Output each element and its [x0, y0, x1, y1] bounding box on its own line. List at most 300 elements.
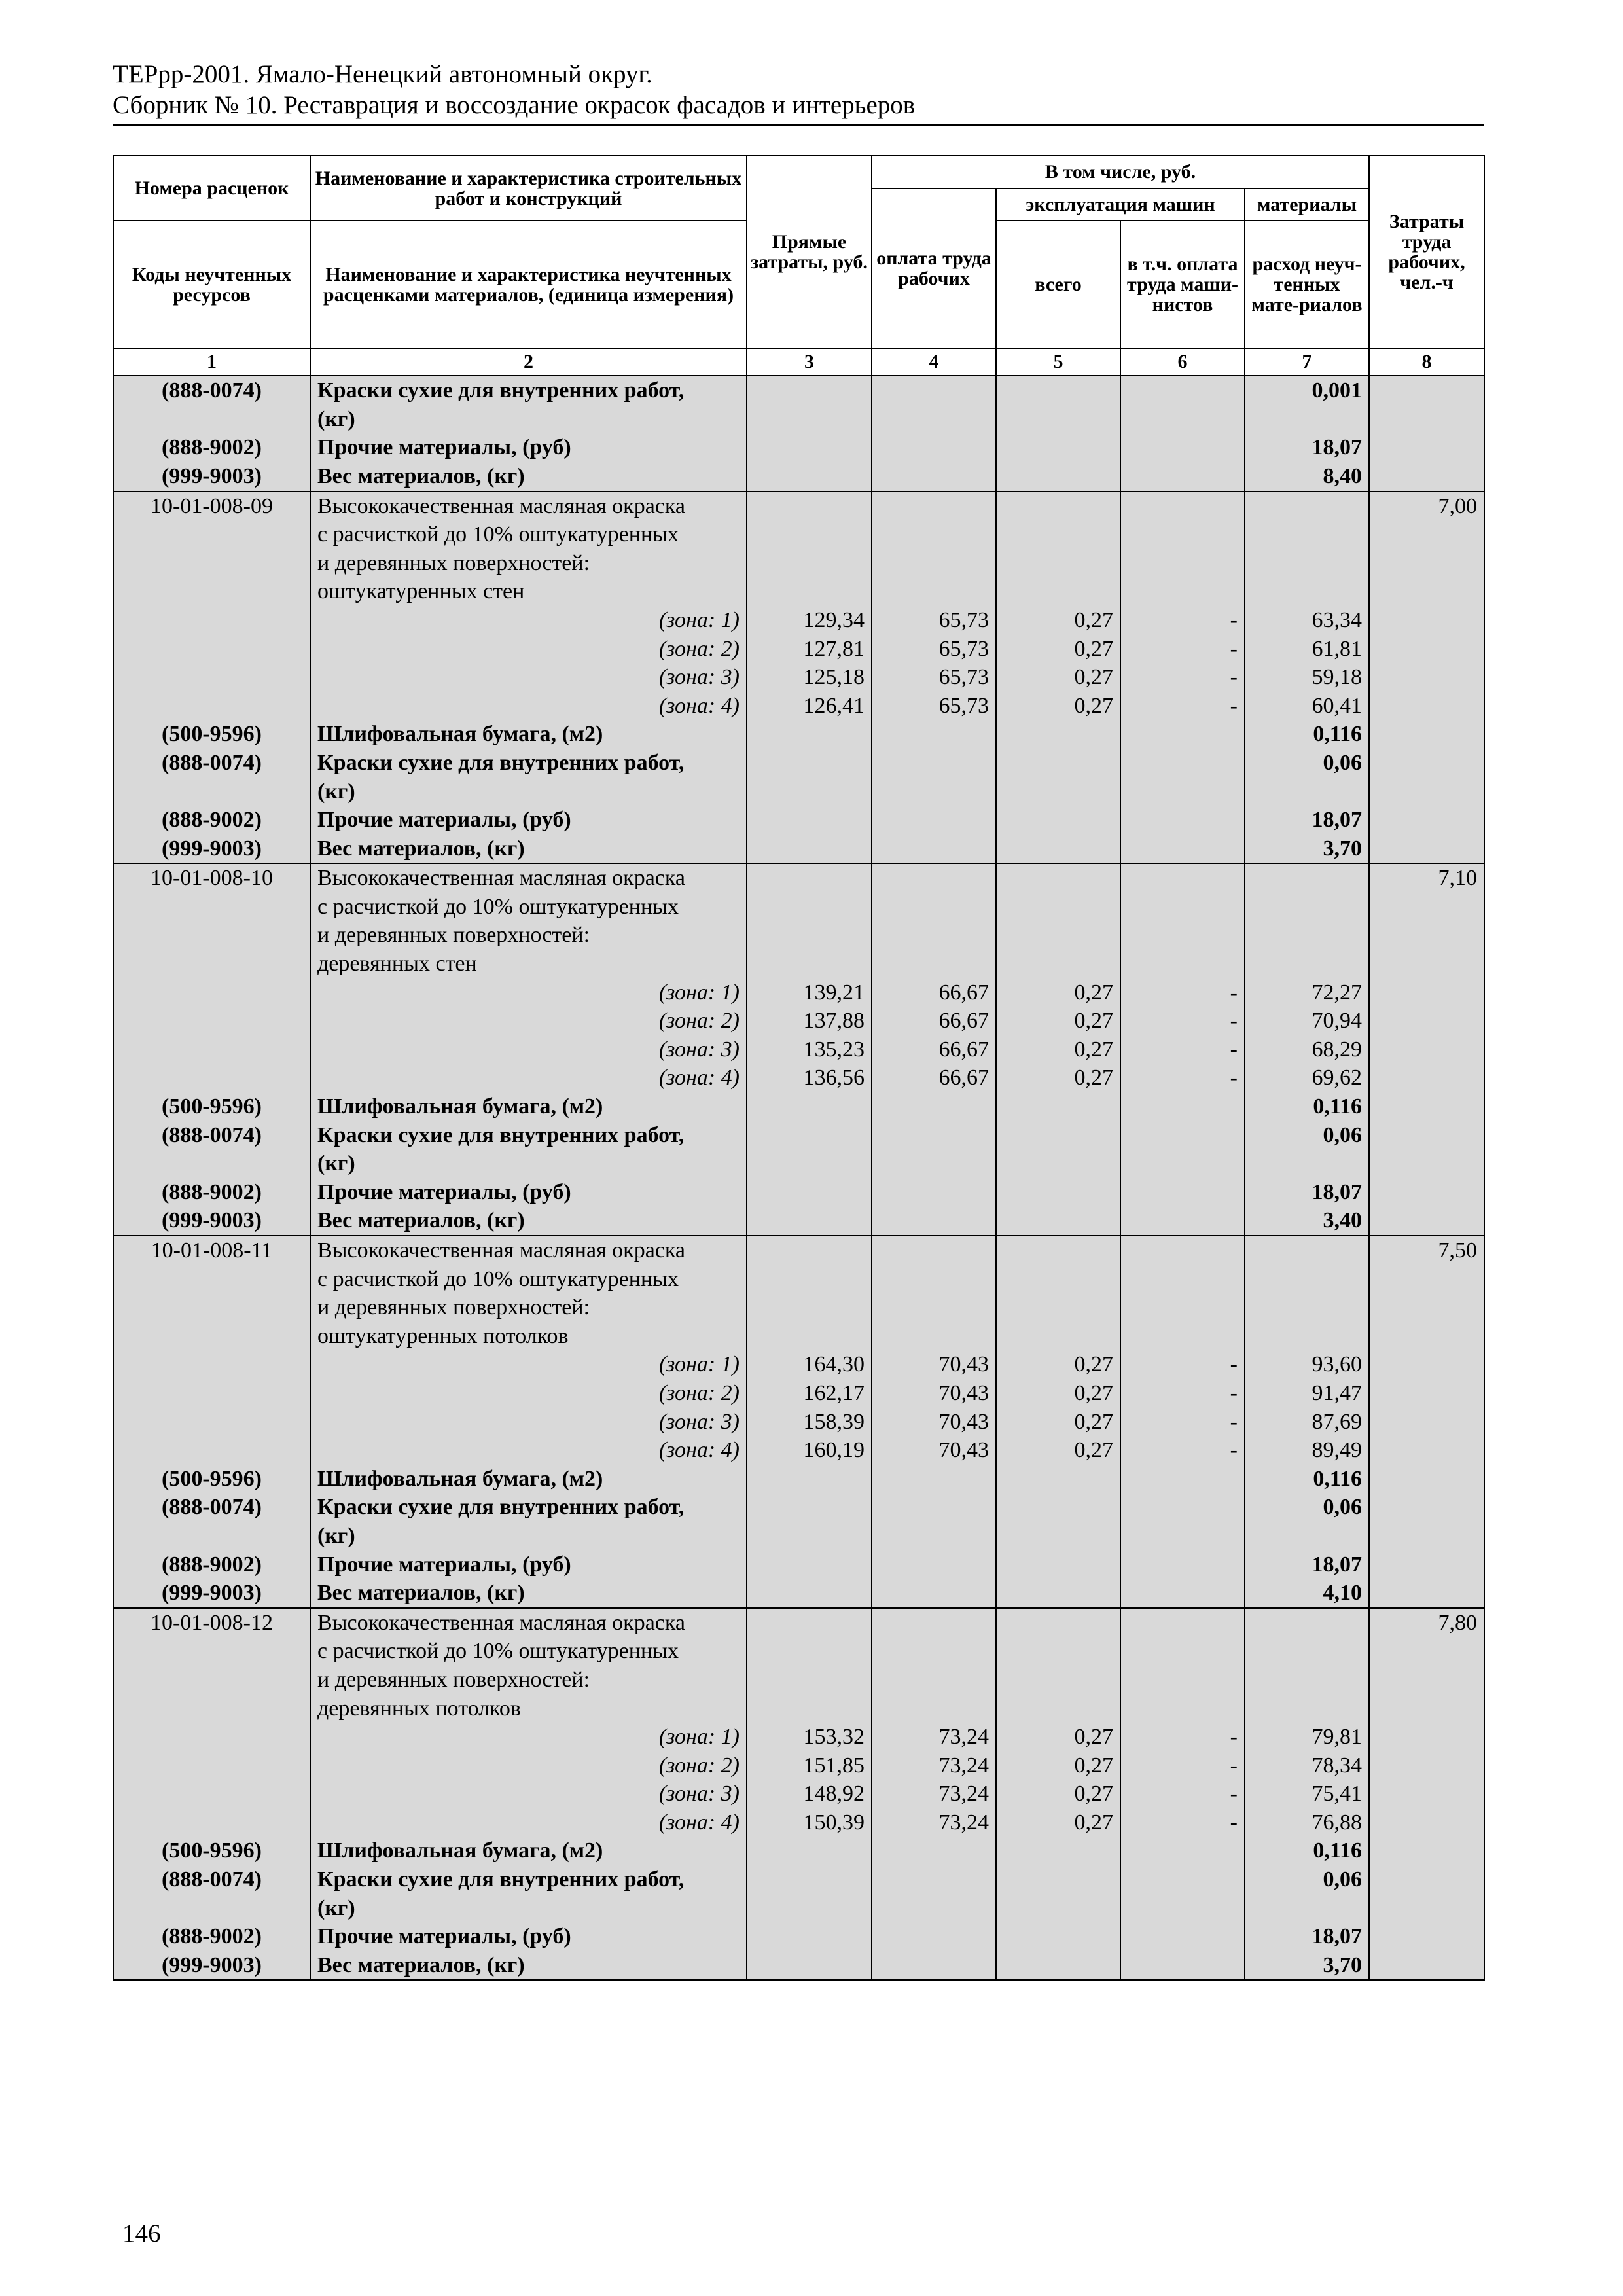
description-cell: Прочие материалы, (руб) — [310, 433, 747, 462]
rate-code-cell: 10-01-008-09 — [113, 492, 310, 521]
direct-cost-cell — [747, 462, 872, 492]
direct-cost-cell — [747, 1608, 872, 1638]
machinist-pay-cell — [1120, 1522, 1245, 1551]
materials-cell: 60,41 — [1245, 692, 1369, 721]
table-row — [113, 1751, 1484, 1780]
labor-hours-cell — [1369, 1293, 1484, 1322]
materials-cell: 0,06 — [1245, 1865, 1369, 1894]
materials-cell: 0,06 — [1245, 749, 1369, 778]
labor-hours-cell — [1369, 1436, 1484, 1465]
direct-cost-cell — [747, 1579, 872, 1608]
col3-header: Прямые затраты, руб. — [747, 156, 872, 348]
materials-header: материалы — [1245, 188, 1369, 221]
materials-cell — [1245, 1894, 1369, 1923]
labor-hours-cell — [1369, 1265, 1484, 1294]
labor-pay-cell — [872, 1865, 996, 1894]
machines-total-cell — [996, 1865, 1120, 1894]
description-cell: деревянных потолков — [310, 1695, 747, 1723]
machinist-pay-cell: - — [1120, 1064, 1245, 1092]
description-cell: Краски сухие для внутренних работ, — [310, 1493, 747, 1522]
materials-cell — [1245, 921, 1369, 950]
machinist-pay-cell — [1120, 1293, 1245, 1322]
machines-total-cell: 0,27 — [996, 1436, 1120, 1465]
zone-cell: (зона: 1) — [310, 978, 747, 1007]
description-cell: Высококачественная масляная окраска — [310, 492, 747, 521]
table-row — [113, 1723, 1484, 1751]
rate-code-cell: 10-01-008-11 — [113, 1236, 310, 1265]
direct-cost-cell: 127,81 — [747, 635, 872, 664]
labor-hours-cell — [1369, 405, 1484, 434]
machinist-pay-cell: - — [1120, 1751, 1245, 1780]
labor-pay-cell — [872, 1265, 996, 1294]
labor-hours-cell — [1369, 1579, 1484, 1608]
table-row — [113, 1522, 1484, 1551]
machinist-pay-cell — [1120, 1236, 1245, 1265]
labor-hours-cell — [1369, 1551, 1484, 1579]
table-row — [113, 1695, 1484, 1723]
table-row — [113, 376, 1484, 405]
description-cell: с расчисткой до 10% оштукатуренных — [310, 893, 747, 922]
materials-cell: 0,116 — [1245, 1465, 1369, 1494]
table-row — [113, 1666, 1484, 1695]
direct-cost-cell: 136,56 — [747, 1064, 872, 1092]
rate-code-cell — [113, 1751, 310, 1780]
labor-pay-cell — [872, 520, 996, 549]
description-cell: (кг) — [310, 1894, 747, 1923]
rate-code-cell: (999-9003) — [113, 1206, 310, 1236]
table-row — [113, 834, 1484, 864]
machines-total-cell: 0,27 — [996, 663, 1120, 692]
zone-cell: (зона: 3) — [310, 1035, 747, 1064]
description-cell: с расчисткой до 10% оштукатуренных — [310, 520, 747, 549]
table-row — [113, 863, 1484, 893]
rate-code-cell — [113, 1436, 310, 1465]
rate-code-cell — [113, 1293, 310, 1322]
direct-cost-cell — [747, 1837, 872, 1865]
rate-code-cell — [113, 1064, 310, 1092]
materials-cell — [1245, 863, 1369, 893]
direct-cost-cell — [747, 749, 872, 778]
labor-pay-cell: 65,73 — [872, 663, 996, 692]
description-cell: Высококачественная масляная окраска — [310, 1236, 747, 1265]
machines-total-cell — [996, 1922, 1120, 1951]
labor-hours-cell — [1369, 376, 1484, 405]
labor-hours-cell — [1369, 1637, 1484, 1666]
materials-cell: 87,69 — [1245, 1408, 1369, 1437]
zone-cell: (зона: 2) — [310, 635, 747, 664]
machines-total-cell — [996, 1293, 1120, 1322]
table-row — [113, 1379, 1484, 1408]
labor-pay-cell — [872, 1149, 996, 1178]
direct-cost-cell: 139,21 — [747, 978, 872, 1007]
table-row — [113, 1350, 1484, 1379]
table-row — [113, 950, 1484, 978]
table-row — [113, 1092, 1484, 1121]
machinist-pay-cell: - — [1120, 1436, 1245, 1465]
labor-hours-cell — [1369, 1206, 1484, 1236]
labor-pay-cell — [872, 1579, 996, 1608]
labor-pay-cell — [872, 1922, 996, 1951]
materials-cell — [1245, 492, 1369, 521]
labor-pay-cell — [872, 834, 996, 864]
labor-hours-cell — [1369, 433, 1484, 462]
table-row — [113, 1608, 1484, 1638]
rate-code-cell — [113, 1322, 310, 1351]
table-row — [113, 1551, 1484, 1579]
col4-header: оплата труда рабочих — [872, 188, 996, 349]
description-cell: и деревянных поверхностей: — [310, 921, 747, 950]
machines-total-cell: 0,27 — [996, 635, 1120, 664]
labor-hours-cell: 7,00 — [1369, 492, 1484, 521]
rate-code-cell — [113, 1695, 310, 1723]
machinist-pay-cell — [1120, 1121, 1245, 1150]
table-row — [113, 405, 1484, 434]
direct-cost-cell: 150,39 — [747, 1808, 872, 1837]
machinist-pay-cell: - — [1120, 1408, 1245, 1437]
machinist-pay-cell — [1120, 1695, 1245, 1723]
machinist-pay-cell — [1120, 577, 1245, 606]
direct-cost-cell — [747, 950, 872, 978]
labor-hours-cell — [1369, 1951, 1484, 1981]
rate-code-cell — [113, 893, 310, 922]
machinist-pay-cell — [1120, 950, 1245, 978]
labor-hours-cell — [1369, 778, 1484, 806]
machines-total-cell: 0,27 — [996, 1064, 1120, 1092]
direct-cost-cell — [747, 1236, 872, 1265]
labor-pay-cell — [872, 1493, 996, 1522]
machinist-pay-cell — [1120, 1922, 1245, 1951]
rate-code-cell: (888-0074) — [113, 749, 310, 778]
materials-cell — [1245, 1293, 1369, 1322]
table-row — [113, 1265, 1484, 1294]
labor-pay-cell — [872, 1837, 996, 1865]
table-row — [113, 749, 1484, 778]
machinist-pay-cell — [1120, 549, 1245, 578]
machinist-pay-cell — [1120, 1493, 1245, 1522]
machinist-pay-cell: - — [1120, 663, 1245, 692]
zone-cell: (зона: 1) — [310, 1723, 747, 1751]
machines-total-cell: 0,27 — [996, 1780, 1120, 1808]
machines-total-cell: 0,27 — [996, 1350, 1120, 1379]
description-cell: (кг) — [310, 405, 747, 434]
machines-total-cell — [996, 1637, 1120, 1666]
direct-cost-cell — [747, 863, 872, 893]
materials-cell: 3,70 — [1245, 834, 1369, 864]
materials-cell — [1245, 1522, 1369, 1551]
direct-cost-cell — [747, 1894, 872, 1923]
materials-cell: 70,94 — [1245, 1007, 1369, 1035]
labor-hours-cell — [1369, 1092, 1484, 1121]
direct-cost-cell — [747, 1265, 872, 1294]
materials-cell — [1245, 1637, 1369, 1666]
direct-cost-cell: 151,85 — [747, 1751, 872, 1780]
materials-cell: 79,81 — [1245, 1723, 1369, 1751]
labor-pay-cell — [872, 950, 996, 978]
direct-cost-cell — [747, 376, 872, 405]
labor-pay-cell: 70,43 — [872, 1350, 996, 1379]
rate-code-cell — [113, 778, 310, 806]
materials-cell — [1245, 893, 1369, 922]
zone-cell: (зона: 4) — [310, 692, 747, 721]
rate-code-cell — [113, 1666, 310, 1695]
col1-header-bottom: Коды неучтенных ресурсов — [113, 221, 310, 348]
machines-total-cell: 0,27 — [996, 692, 1120, 721]
machines-total-cell — [996, 492, 1120, 521]
table-row — [113, 1322, 1484, 1351]
materials-cell: 89,49 — [1245, 1436, 1369, 1465]
col7-header: расход неуч-тенных мате-риалов — [1245, 221, 1369, 348]
rate-code-cell: (888-0074) — [113, 1493, 310, 1522]
document-header — [113, 59, 1484, 120]
materials-cell — [1245, 1695, 1369, 1723]
column-number: 3 — [747, 348, 872, 376]
materials-cell: 76,88 — [1245, 1808, 1369, 1837]
machinist-pay-cell — [1120, 520, 1245, 549]
header-rule — [113, 124, 1484, 126]
machines-total-cell — [996, 950, 1120, 978]
table-row — [113, 1436, 1484, 1465]
machines-total-cell — [996, 1265, 1120, 1294]
labor-hours-cell — [1369, 834, 1484, 864]
labor-pay-cell — [872, 1666, 996, 1695]
labor-pay-cell: 73,24 — [872, 1751, 996, 1780]
description-cell: Вес материалов, (кг) — [310, 462, 747, 492]
machines-total-cell — [996, 1579, 1120, 1608]
materials-cell: 18,07 — [1245, 1922, 1369, 1951]
zone-cell: (зона: 3) — [310, 1780, 747, 1808]
direct-cost-cell — [747, 1206, 872, 1236]
labor-hours-cell — [1369, 1493, 1484, 1522]
machines-total-cell — [996, 376, 1120, 405]
labor-pay-cell — [872, 749, 996, 778]
labor-hours-cell — [1369, 663, 1484, 692]
rate-code-cell: (999-9003) — [113, 1951, 310, 1981]
table-row — [113, 1064, 1484, 1092]
rate-code-cell — [113, 1007, 310, 1035]
table-row — [113, 1236, 1484, 1265]
machines-total-cell — [996, 549, 1120, 578]
zone-cell: (зона: 4) — [310, 1064, 747, 1092]
table-row — [113, 492, 1484, 521]
direct-cost-cell: 153,32 — [747, 1723, 872, 1751]
machinist-pay-cell — [1120, 1894, 1245, 1923]
zone-cell: (зона: 4) — [310, 1436, 747, 1465]
direct-cost-cell — [747, 720, 872, 749]
column-numbers-row — [113, 348, 1484, 376]
description-cell: Высококачественная масляная окраска — [310, 1608, 747, 1638]
machinist-pay-cell — [1120, 921, 1245, 950]
table-row — [113, 1149, 1484, 1178]
direct-cost-cell — [747, 778, 872, 806]
machines-total-cell — [996, 1608, 1120, 1638]
direct-cost-cell — [747, 1522, 872, 1551]
labor-pay-cell: 70,43 — [872, 1436, 996, 1465]
description-cell: Краски сухие для внутренних работ, — [310, 1121, 747, 1150]
labor-hours-cell — [1369, 577, 1484, 606]
direct-cost-cell: 164,30 — [747, 1350, 872, 1379]
zone-cell: (зона: 4) — [310, 1808, 747, 1837]
direct-cost-cell: 137,88 — [747, 1007, 872, 1035]
machines-total-cell — [996, 1894, 1120, 1923]
machinist-pay-cell — [1120, 834, 1245, 864]
labor-hours-cell — [1369, 720, 1484, 749]
machinist-pay-cell — [1120, 863, 1245, 893]
machinist-pay-cell — [1120, 1265, 1245, 1294]
materials-cell: 4,10 — [1245, 1579, 1369, 1608]
machinist-pay-cell — [1120, 1608, 1245, 1638]
table-row — [113, 1837, 1484, 1865]
labor-pay-cell — [872, 1236, 996, 1265]
labor-hours-cell — [1369, 1723, 1484, 1751]
machinist-pay-cell: - — [1120, 978, 1245, 1007]
labor-pay-cell — [872, 1322, 996, 1351]
labor-pay-cell — [872, 1951, 996, 1981]
description-cell: Краски сухие для внутренних работ, — [310, 1865, 747, 1894]
incl-header: В том числе, руб. — [872, 156, 1369, 188]
rate-code-cell: (500-9596) — [113, 1465, 310, 1494]
direct-cost-cell — [747, 1149, 872, 1178]
description-cell: (кг) — [310, 1149, 747, 1178]
machines-total-cell — [996, 921, 1120, 950]
labor-hours-cell — [1369, 1522, 1484, 1551]
description-cell: и деревянных поверхностей: — [310, 549, 747, 578]
labor-pay-cell — [872, 1637, 996, 1666]
machinist-pay-cell: - — [1120, 606, 1245, 635]
machines-total-cell: 0,27 — [996, 1379, 1120, 1408]
materials-cell: 0,116 — [1245, 1837, 1369, 1865]
labor-hours-cell — [1369, 1865, 1484, 1894]
labor-pay-cell — [872, 1293, 996, 1322]
rate-code-cell: (888-0074) — [113, 376, 310, 405]
description-cell: Краски сухие для внутренних работ, — [310, 376, 747, 405]
description-cell: Шлифовальная бумага, (м2) — [310, 1465, 747, 1494]
materials-cell: 59,18 — [1245, 663, 1369, 692]
rate-code-cell: (888-9002) — [113, 1551, 310, 1579]
direct-cost-cell — [747, 1092, 872, 1121]
machinist-pay-cell — [1120, 1865, 1245, 1894]
machines-total-cell — [996, 462, 1120, 492]
description-cell: с расчисткой до 10% оштукатуренных — [310, 1265, 747, 1294]
rate-code-cell: (500-9596) — [113, 1092, 310, 1121]
direct-cost-cell — [747, 1666, 872, 1695]
rate-code-cell: (888-0074) — [113, 1121, 310, 1150]
labor-hours-cell — [1369, 549, 1484, 578]
labor-hours-cell — [1369, 520, 1484, 549]
col6-header: в т.ч. оплата труда маши-нистов — [1120, 221, 1245, 348]
table-row — [113, 577, 1484, 606]
direct-cost-cell: 129,34 — [747, 606, 872, 635]
labor-pay-cell: 66,67 — [872, 1007, 996, 1035]
rate-code-cell: 10-01-008-12 — [113, 1608, 310, 1638]
rate-code-cell — [113, 1035, 310, 1064]
labor-hours-cell — [1369, 635, 1484, 664]
rate-code-cell: (888-9002) — [113, 433, 310, 462]
materials-cell — [1245, 1608, 1369, 1638]
machinist-pay-cell: - — [1120, 1808, 1245, 1837]
labor-pay-cell — [872, 893, 996, 922]
rate-code-cell — [113, 1379, 310, 1408]
table-row — [113, 1178, 1484, 1207]
labor-pay-cell: 70,43 — [872, 1408, 996, 1437]
rate-code-cell — [113, 1808, 310, 1837]
labor-hours-cell — [1369, 1007, 1484, 1035]
description-cell: и деревянных поверхностей: — [310, 1293, 747, 1322]
materials-cell: 3,70 — [1245, 1951, 1369, 1981]
labor-hours-cell: 7,10 — [1369, 863, 1484, 893]
direct-cost-cell — [747, 921, 872, 950]
materials-cell: 18,07 — [1245, 1178, 1369, 1207]
description-cell: Прочие материалы, (руб) — [310, 1178, 747, 1207]
rate-code-cell — [113, 549, 310, 578]
machinist-pay-cell — [1120, 1322, 1245, 1351]
labor-hours-cell — [1369, 1322, 1484, 1351]
labor-hours-cell — [1369, 1035, 1484, 1064]
labor-pay-cell — [872, 577, 996, 606]
description-cell: Прочие материалы, (руб) — [310, 1551, 747, 1579]
direct-cost-cell — [747, 1551, 872, 1579]
header-title-line2: Сборник № 10. Реставрация и воссоздание окрасок фасадов и интерьеров — [113, 91, 916, 119]
zone-cell: (зона: 2) — [310, 1751, 747, 1780]
column-number: 1 — [113, 348, 310, 376]
description-cell: (кг) — [310, 778, 747, 806]
rates-table — [113, 155, 1485, 1981]
materials-cell — [1245, 950, 1369, 978]
table-row — [113, 520, 1484, 549]
machines-total-cell — [996, 405, 1120, 434]
description-cell: Вес материалов, (кг) — [310, 834, 747, 864]
direct-cost-cell: 160,19 — [747, 1436, 872, 1465]
labor-hours-cell — [1369, 1751, 1484, 1780]
labor-hours-cell — [1369, 1922, 1484, 1951]
machinist-pay-cell — [1120, 1637, 1245, 1666]
labor-hours-cell — [1369, 749, 1484, 778]
rate-code-cell: (888-9002) — [113, 1922, 310, 1951]
rate-code-cell — [113, 1637, 310, 1666]
direct-cost-cell — [747, 1293, 872, 1322]
rate-code-cell — [113, 1265, 310, 1294]
machines-total-cell — [996, 1092, 1120, 1121]
materials-cell: 0,116 — [1245, 720, 1369, 749]
machines-total-cell — [996, 520, 1120, 549]
column-number: 8 — [1369, 348, 1484, 376]
labor-pay-cell — [872, 1178, 996, 1207]
rate-code-cell — [113, 978, 310, 1007]
materials-cell — [1245, 1236, 1369, 1265]
machinist-pay-cell — [1120, 1092, 1245, 1121]
table-body — [113, 376, 1484, 1980]
machines-total-cell — [996, 1666, 1120, 1695]
col1-header-top: Номера расценок — [113, 156, 310, 221]
machines-total-cell — [996, 893, 1120, 922]
machinist-pay-cell — [1120, 1465, 1245, 1494]
column-number: 2 — [310, 348, 747, 376]
rate-code-cell — [113, 520, 310, 549]
col2-header-bottom: Наименование и характеристика неучтенных расценками материалов, (единица измерения) — [310, 221, 747, 348]
direct-cost-cell — [747, 433, 872, 462]
labor-hours-cell — [1369, 1149, 1484, 1178]
labor-pay-cell: 65,73 — [872, 635, 996, 664]
labor-pay-cell: 65,73 — [872, 606, 996, 635]
col8-header: Затраты труда рабочих, чел.-ч — [1369, 156, 1484, 348]
zone-cell: (зона: 3) — [310, 1408, 747, 1437]
labor-pay-cell: 66,67 — [872, 1035, 996, 1064]
labor-pay-cell — [872, 462, 996, 492]
machines-total-cell: 0,27 — [996, 1751, 1120, 1780]
machinist-pay-cell: - — [1120, 1035, 1245, 1064]
materials-cell — [1245, 405, 1369, 434]
materials-cell: 93,60 — [1245, 1350, 1369, 1379]
labor-hours-cell — [1369, 606, 1484, 635]
